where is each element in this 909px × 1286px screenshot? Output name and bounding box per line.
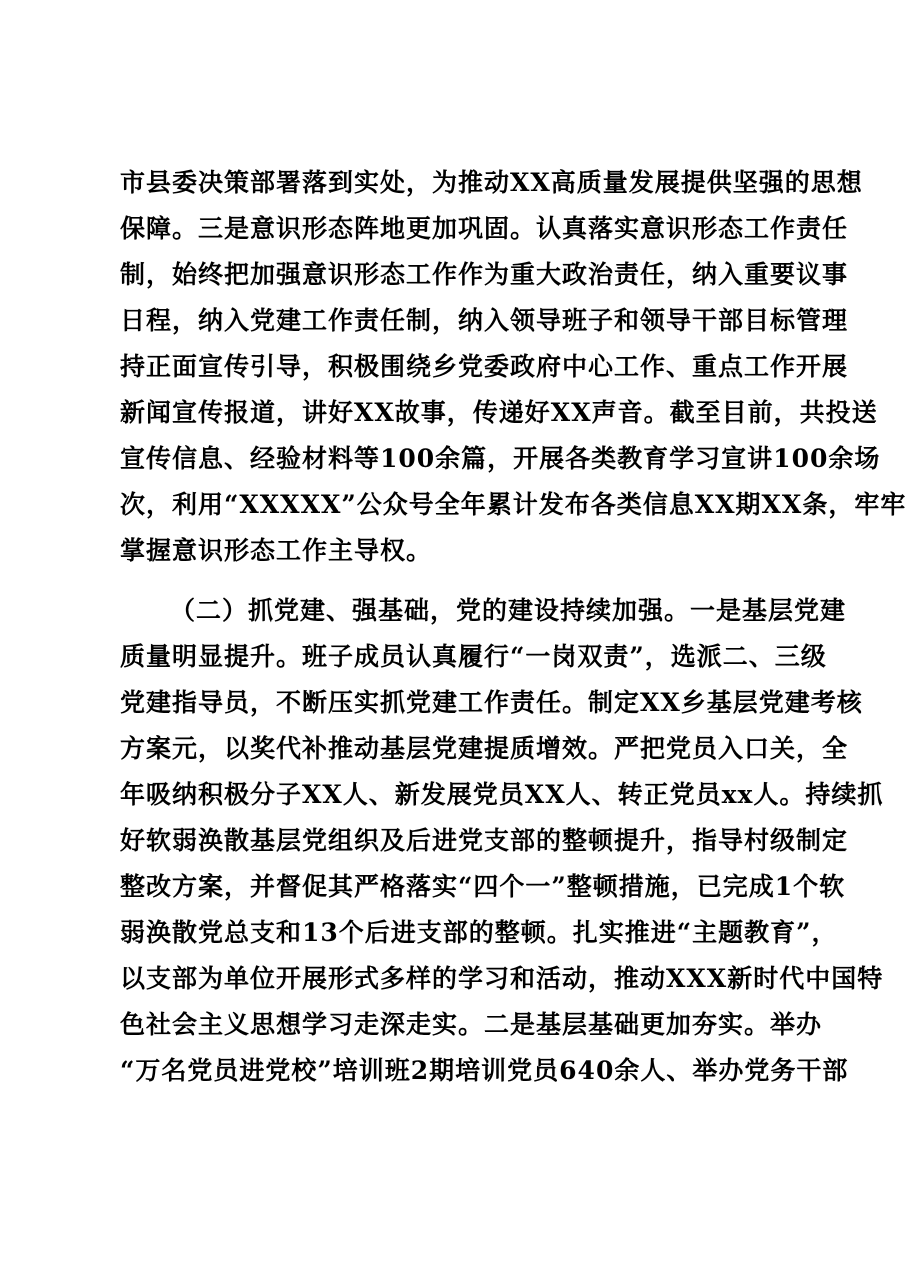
paragraph-ideology xyxy=(120,160,907,574)
text-line: 年吸纳积极分子XX人、新发展党员XX人、转正党员xx人。持续抓 xyxy=(120,780,884,809)
text-line: 掌握意识形态工作主导权。 xyxy=(120,536,433,565)
text-line: 质量明显提升。班子成员认真履行“一岗双责”，选派二、三级 xyxy=(120,642,827,671)
text-line: 党建指导员，不断压实抓党建工作责任。制定XX乡基层党建考核 xyxy=(120,688,863,717)
text-line: 日程，纳入党建工作责任制，纳入领导班子和领导干部目标管理 xyxy=(120,306,849,335)
text-line: 保障。三是意识形态阵地更加巩固。认真落实意识形态工作责任 xyxy=(120,214,849,243)
text-line: 方案元，以奖代补推动基层党建提质增效。严把党员入口关，全 xyxy=(120,734,849,763)
text-line: 市县委决策部署落到实处，为推动XX高质量发展提供坚强的思想 xyxy=(120,168,863,197)
text-line: “万名党员进党校”培训班2期培训党员640余人、举办党务干部 xyxy=(120,1056,849,1085)
text-line: 宣传信息、经验材料等100余篇，开展各类教育学习宣讲100余场 xyxy=(120,444,881,473)
text-line: 色社会主义思想学习走深走实。二是基层基础更加夯实。举办 xyxy=(120,1010,823,1039)
text-line: 持正面宣传引导，积极围绕乡党委政府中心工作、重点工作开展 xyxy=(120,352,849,381)
text-line: 新闻宣传报道，讲好XX故事，传递好XX声音。截至目前，共投送 xyxy=(120,398,878,427)
paragraph-party-building xyxy=(120,588,884,1094)
text-line: 整改方案，并督促其严格落实“四个一”整顿措施，已完成1个软 xyxy=(120,872,846,901)
text-line: 以支部为单位开展形式多样的学习和活动，推动XXX新时代中国特 xyxy=(120,964,884,993)
text-line: 制，始终把加强意识形态工作作为重大政治责任，纳入重要议事 xyxy=(120,260,849,289)
text-line: 好软弱涣散基层党组织及后进党支部的整顿提升，指导村级制定 xyxy=(120,826,849,855)
text-line: 弱涣散党总支和13个后进支部的整顿。扎实推进“主题教育”， xyxy=(120,918,838,947)
section-heading-line: （二）抓党建、强基础，党的建设持续加强。一是基层党建 xyxy=(170,596,847,625)
text-line: 次，利用“XXXXX”公众号全年累计发布各类信息XX期XX条，牢牢 xyxy=(120,490,907,519)
paragraph-gap xyxy=(120,574,810,588)
document-body xyxy=(120,160,907,1094)
